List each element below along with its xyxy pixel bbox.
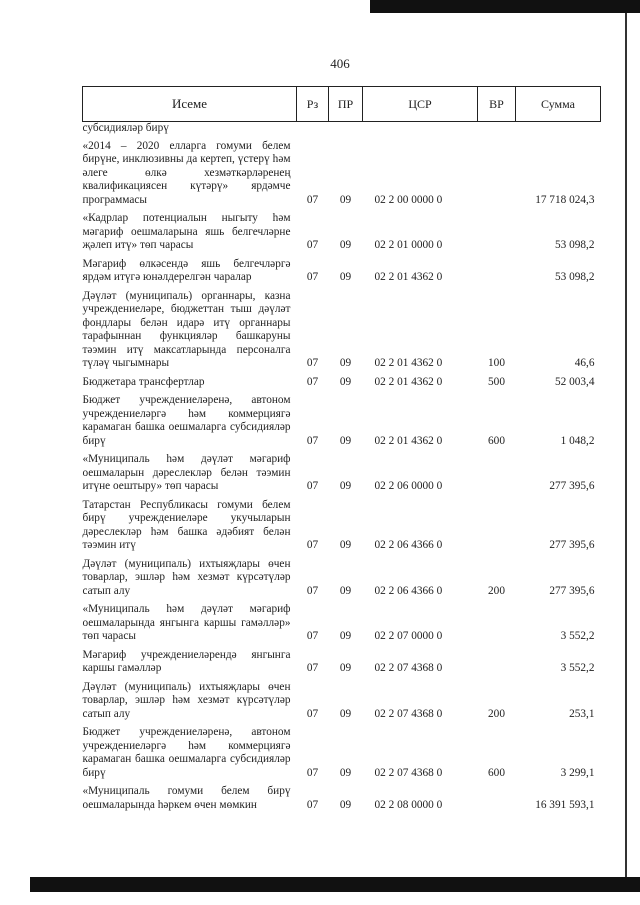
cell-name: «Муниципаль гомуми белем бирү оешмаларында һәркем өчен мөмкин: [82, 785, 291, 811]
cell-sum: 277 395,6: [549, 584, 595, 597]
table-row: [83, 497, 601, 556]
cell-pr: [329, 122, 363, 138]
cell-pr: 09: [339, 434, 352, 447]
cell-csr: 02 2 06 0000 0: [374, 480, 443, 492]
cell-csr: 02 2 08 0000 0: [374, 798, 443, 811]
cell-rz: 07: [306, 662, 319, 674]
cell-rz: 07: [306, 357, 319, 369]
cell-csr: 02 2 07 4368 0: [374, 766, 443, 779]
cell-sum: 277 395,6: [549, 480, 595, 492]
table-row: [83, 724, 601, 783]
column-header-pr: ПР: [329, 87, 363, 122]
cell-csr: 02 2 01 4362 0: [374, 271, 443, 283]
cell-rz: 07: [306, 630, 319, 642]
cell-name: «Муниципаль һәм дәүләт мәгариф оешмаларында янгынга каршы гамәлләр» төп чарасы: [82, 603, 291, 642]
table-row: [83, 679, 601, 725]
cell-csr: 02 2 01 4362 0: [374, 357, 443, 369]
cell-pr: 09: [339, 375, 352, 388]
cell-csr: 02 2 01 4362 0: [374, 434, 443, 447]
cell-sum: 53 098,2: [554, 239, 595, 251]
cell-sum: 277 395,6: [549, 539, 595, 551]
cell-rz: 07: [306, 375, 319, 388]
cell-csr: 02 2 07 0000 0: [374, 630, 443, 642]
cell-csr: [363, 122, 478, 138]
cell-name: «Муниципаль һәм дәүләт мәгариф оешмаларын дәреслекләр белән тәэмин итүне оештыру» төп чарасы: [82, 453, 291, 492]
table-row: [83, 451, 601, 497]
cell-rz: 07: [306, 434, 319, 447]
table-row: [83, 783, 601, 815]
cell-vr: 600: [488, 434, 505, 447]
table-row: [83, 601, 601, 647]
cell-name: «Кадрлар потенциалын ныгыту һәм мәгариф оешмаларына яшь белгечләрне җәлеп итү» төп чарасы: [82, 212, 291, 251]
cell-name: Бюджет учреждениеләренә, автоном учреждениеләргә һәм коммерциягә карамаган башка оешмаларга субсидияләр бирү: [82, 394, 291, 447]
page-number: 406: [330, 56, 350, 71]
cell-csr: 02 2 01 0000 0: [374, 239, 443, 251]
column-header-csr: ЦСР: [363, 87, 478, 122]
column-header-rz: Рз: [297, 87, 329, 122]
cell-rz: 07: [306, 707, 319, 720]
table-row: [83, 256, 601, 288]
table-row: [83, 122, 601, 138]
cell-rz: 07: [306, 271, 319, 283]
table-row: [83, 288, 601, 374]
cell-sum: 17 718 024,3: [535, 193, 595, 206]
cell-vr: 200: [488, 707, 505, 720]
cell-pr: 09: [339, 539, 352, 551]
cell-rz: 07: [306, 480, 319, 492]
cell-sum: 16 391 593,1: [535, 798, 595, 811]
cell-rz: [297, 122, 329, 138]
cell-pr: 09: [339, 193, 352, 206]
cell-sum: 1 048,2: [560, 434, 595, 447]
cell-name: Дәүләт (муниципаль) органнары, казна учреждениеләре, бюджеттан тыш дәүләт фондлары белән идарә итү органнары тарафыннан функцияләр башкаруны тәэмин итү максатларында персоналга түләү чыгымнары: [82, 289, 291, 369]
column-header-name: Исеме: [83, 87, 297, 122]
cell-pr: 09: [339, 766, 352, 779]
cell-vr: 500: [488, 375, 505, 388]
cell-csr: 02 2 07 4368 0: [374, 662, 443, 674]
cell-sum: 3 552,2: [560, 630, 595, 642]
cell-vr: [478, 210, 516, 256]
table-body: [83, 122, 601, 816]
cell-pr: 09: [339, 271, 352, 283]
cell-name: Мәгариф өлкәсендә яшь белгечләргә ярдәм итүгә юнәлдерелгән чаралар: [82, 257, 291, 283]
cell-vr: [478, 497, 516, 556]
cell-name: Дәүләт (муниципаль) ихтыяҗлары өчен товарлар, эшләр һәм хезмәт күрсәтүләр сатып алу: [82, 680, 291, 720]
cell-csr: 02 2 01 4362 0: [374, 375, 443, 388]
cell-sum: 253,1: [569, 707, 595, 720]
cell-pr: 09: [339, 239, 352, 251]
column-header-vr: ВР: [478, 87, 516, 122]
table-row: [83, 556, 601, 602]
column-header-sum: Сумма: [516, 87, 601, 122]
cell-rz: 07: [306, 193, 319, 206]
cell-sum: 52 003,4: [554, 375, 595, 388]
table-row: [83, 210, 601, 256]
cell-sum: 3 552,2: [560, 662, 595, 674]
cell-pr: 09: [339, 662, 352, 674]
cell-vr: [478, 647, 516, 679]
table-row: [83, 374, 601, 393]
scan-border-top: [370, 0, 640, 13]
cell-vr: 200: [488, 584, 505, 597]
cell-name: Татарстан Республикасы гомуми белем бирү учреждениеләре укучыларын дәреслекләр һәм башка әдәбият белән тәэмин итү: [82, 498, 291, 551]
table-row: [83, 647, 601, 679]
cell-pr: 09: [339, 630, 352, 642]
table-header-row: [83, 87, 601, 122]
cell-vr: [478, 451, 516, 497]
cell-vr: [478, 138, 516, 211]
cell-name: Мәгариф учреждениеләрендә янгынга каршы гамәлләр: [82, 648, 291, 674]
cell-pr: 09: [339, 707, 352, 720]
scan-border-bottom: [30, 877, 640, 892]
cell-vr: [478, 783, 516, 815]
cell-name: Бюджет учреждениеләренә, автоном учреждениеләргә һәм коммерциягә карамаган башка оешмаларга субсидияләр бирү: [82, 726, 291, 779]
cell-vr: [478, 601, 516, 647]
table-row: [83, 392, 601, 451]
cell-pr: 09: [339, 584, 352, 597]
cell-pr: 09: [339, 357, 352, 369]
cell-csr: 02 2 06 4366 0: [374, 539, 443, 551]
cell-pr: 09: [339, 798, 352, 811]
cell-pr: 09: [339, 480, 352, 492]
cell-csr: 02 2 06 4366 0: [374, 584, 443, 597]
cell-vr: 100: [488, 357, 505, 369]
cell-name: Бюджетара трансфертлар: [82, 375, 205, 388]
cell-sum: [516, 122, 601, 138]
cell-vr: 600: [488, 766, 505, 779]
cell-rz: 07: [306, 584, 319, 597]
cell-rz: 07: [306, 539, 319, 551]
cell-csr: 02 2 07 4368 0: [374, 707, 443, 720]
cell-sum: 46,6: [574, 357, 595, 369]
budget-table: [82, 86, 601, 815]
cell-sum: 3 299,1: [560, 766, 595, 779]
cell-vr: [478, 122, 516, 138]
cell-name: Дәүләт (муниципаль) ихтыяҗлары өчен товарлар, эшләр һәм хезмәт күрсәтүләр сатып алу: [82, 557, 291, 597]
table-row: [83, 138, 601, 211]
scan-border-right: [625, 13, 627, 877]
cell-rz: 07: [306, 798, 319, 811]
cell-rz: 07: [306, 766, 319, 779]
cell-rz: 07: [306, 239, 319, 251]
cell-name: «2014 – 2020 елларга гомуми белем бирүне, инклюзивны да кертеп, үстерү һәм әлеге өлкә хезмәткәрләренең квалификациясен күтәрү» ярдәмче программасы: [82, 139, 291, 206]
cell-sum: 53 098,2: [554, 271, 595, 283]
cell-vr: [478, 256, 516, 288]
cell-name: субсидияләр бирү: [82, 122, 169, 134]
cell-csr: 02 2 00 0000 0: [374, 193, 443, 206]
